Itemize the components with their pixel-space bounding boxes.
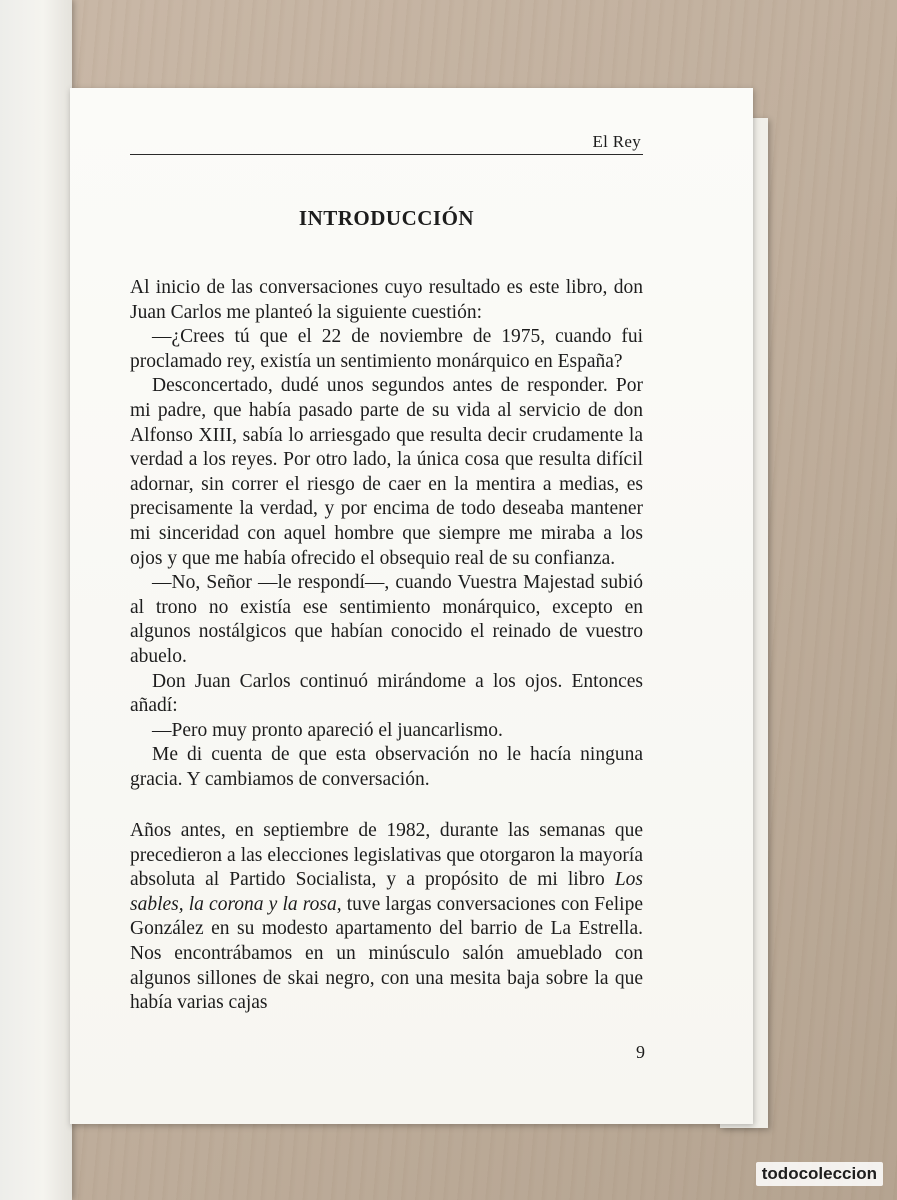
book-cover-edge: [0, 0, 72, 1200]
page-number: 9: [636, 1042, 645, 1062]
book-page: [70, 88, 753, 1124]
paragraph: —¿Crees tú que el 22 de noviembre de 1975, cuando fui proclamado rey, existía un sentimiento monárquico en España?: [130, 326, 643, 372]
header-rule: [130, 154, 643, 155]
paragraph-text: , tuve largas conversaciones con Felipe González en su modesto apartamento del barrio de La Estrella. Nos encontrábamos en un minúsculo salón amueblado con algunos sillones de skai negro, con una mesita baja sobre la que había varias cajas: [130, 893, 644, 1014]
chapter-title: INTRODUCCIÓN: [298, 206, 475, 230]
book-title-italic: Los sables, la corona y la rosa: [130, 869, 643, 915]
paragraph-text: Años antes, en septiembre de 1982, durante las semanas que precedieron a las elecciones legislativas que otorgaron la mayoría absoluta al Partido Socialista, y a propósito de mi libro: [130, 820, 643, 891]
text-block-1: [130, 276, 643, 792]
paragraph: —Pero muy pronto apareció el juancarlismo.: [152, 719, 503, 741]
paragraph: Desconcertado, dudé unos segundos antes de responder. Por mi padre, que había pasado parte de su vida al servicio de don Alfonso XIII, sabía lo arriesgado que resulta decir crudamente la verdad a los reyes. Por otro lado, la única cosa que resulta difícil adornar, sin correr el riesgo de caer en la mentira a medias, es precisamente la verdad, y por encima de todo deseaba mantener mi sinceridad con aquel hombre que siempre me miraba a los ojos y que me había ofrecido el obsequio real de su confianza.: [130, 375, 643, 569]
paragraph: Al inicio de las conversaciones cuyo resultado es este libro, don Juan Carlos me planteó la siguiente cuestión:: [130, 277, 643, 323]
paragraph: Don Juan Carlos continuó mirándome a los ojos. Entonces añadí:: [130, 670, 643, 717]
text-block-2: [130, 819, 643, 1016]
running-head: El Rey: [592, 132, 641, 151]
paragraph: Me di cuenta de que esta observación no le hacía ninguna gracia. Y cambiamos de conversación.: [130, 744, 643, 790]
paragraph: —No, Señor —le respondí—, cuando Vuestra Majestad subió al trono no existía ese sentimiento monárquico, excepto en algunos nostálgicos que habían conocido el reinado de vuestro abuelo.: [130, 572, 643, 667]
paragraph: [130, 819, 643, 1016]
watermark-logo: todocoleccion: [756, 1162, 883, 1186]
